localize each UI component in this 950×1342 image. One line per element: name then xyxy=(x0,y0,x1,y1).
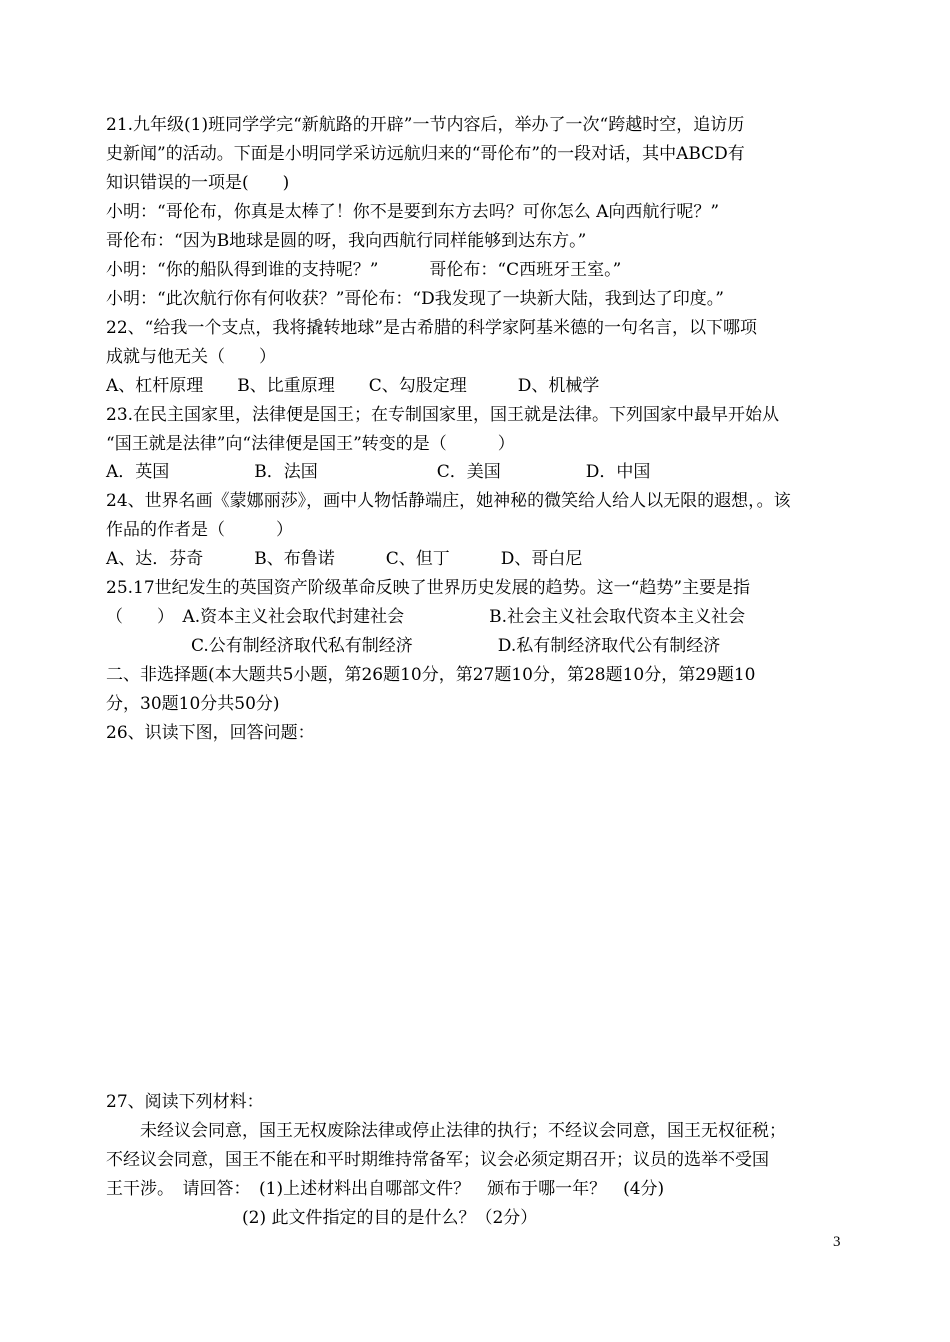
q21-line-5: 哥伦布：“因为B地球是圆的呀，我向西航行同样能够到达东方。” xyxy=(106,231,587,251)
q24-options: A、达．芬奇 B、布鲁诺 C、但丁 D、哥白尼 xyxy=(106,549,583,569)
q23-options: A．英国 B．法国 C．美国 D．中国 xyxy=(106,462,651,482)
q21-line-6: 小明：“你的船队得到谁的支持呢？” 哥伦布：“C西班牙王室。” xyxy=(106,260,622,280)
q23-line-2: “国王就是法律”向“法律便是国王”转变的是（ ） xyxy=(106,434,515,454)
q22-options: A、杠杆原理 B、比重原理 C、勾股定理 D、机械学 xyxy=(106,376,600,396)
section2-heading-1: 二、非选择题(本大题共5小题，第26题10分，第27题10分，第28题10分，第29题10 xyxy=(106,665,756,685)
q24-line-2: 作品的作者是（ ） xyxy=(106,520,293,540)
q21-line-3: 知识错误的一项是( ) xyxy=(106,173,290,193)
q21-line-4: 小明：“哥伦布，你真是太棒了！你不是要到东方去吗？可你怎么 A向西航行呢？” xyxy=(106,202,720,222)
section2-heading-2: 分，30题10分共50分) xyxy=(106,694,280,714)
q25-line-3: C.公有制经济取代私有制经济 D.私有制经济取代公有制经济 xyxy=(106,636,721,656)
q21-line-1: 21.九年级(1)班同学学完“新航路的开辟”一节内容后，举办了一次“跨越时空，追访历 xyxy=(106,115,745,135)
q25-line-2: （ ） A.资本主义社会取代封建社会 B.社会主义社会取代资本主义社会 xyxy=(106,607,746,627)
q27-line-2: 未经议会同意，国王无权废除法律或停止法律的执行；不经议会同意，国王无权征税； xyxy=(106,1121,786,1141)
q21-line-7: 小明：“此次航行你有何收获？”哥伦布：“D我发现了一块新大陆，我到达了印度。” xyxy=(106,289,724,309)
q21-line-2: 史新闻”的活动。下面是小明同学采访远航归来的“哥伦布”的一段对话，其中ABCD有 xyxy=(106,144,745,164)
q26-line-1: 26、识读下图，回答问题： xyxy=(106,723,315,743)
q27-line-5: (2) 此文件指定的目的是什么？（2分） xyxy=(106,1208,538,1228)
q22-line-2: 成就与他无关（ ） xyxy=(106,347,276,367)
q27-line-1: 27、阅读下列材料： xyxy=(106,1092,264,1112)
page-number: 3 xyxy=(833,1234,841,1250)
q23-line-1: 23.在民主国家里，法律便是国王；在专制国家里，国王就是法律。下列国家中最早开始从 xyxy=(106,405,780,425)
q22-line-1: 22、“给我一个支点，我将撬转地球”是古希腊的科学家阿基米德的一句名言，以下哪项 xyxy=(106,318,758,338)
q26-figure-area xyxy=(106,752,846,1082)
q27-line-4: 王干涉。 请回答： (1)上述材料出自哪部文件？ 颁布于哪一年？ (4分) xyxy=(106,1179,665,1199)
q25-line-1: 25.17世纪发生的英国资产阶级革命反映了世界历史发展的趋势。这一“趋势”主要是指 xyxy=(106,578,751,598)
q24-line-1: 24、世界名画《蒙娜丽莎》，画中人物恬静端庄，她神秘的微笑给人给人以无限的遐想，。该 xyxy=(106,491,791,511)
q27-line-3: 不经议会同意，国王不能在和平时期维持常备军；议会必须定期召开；议员的选举不受国 xyxy=(106,1150,769,1170)
